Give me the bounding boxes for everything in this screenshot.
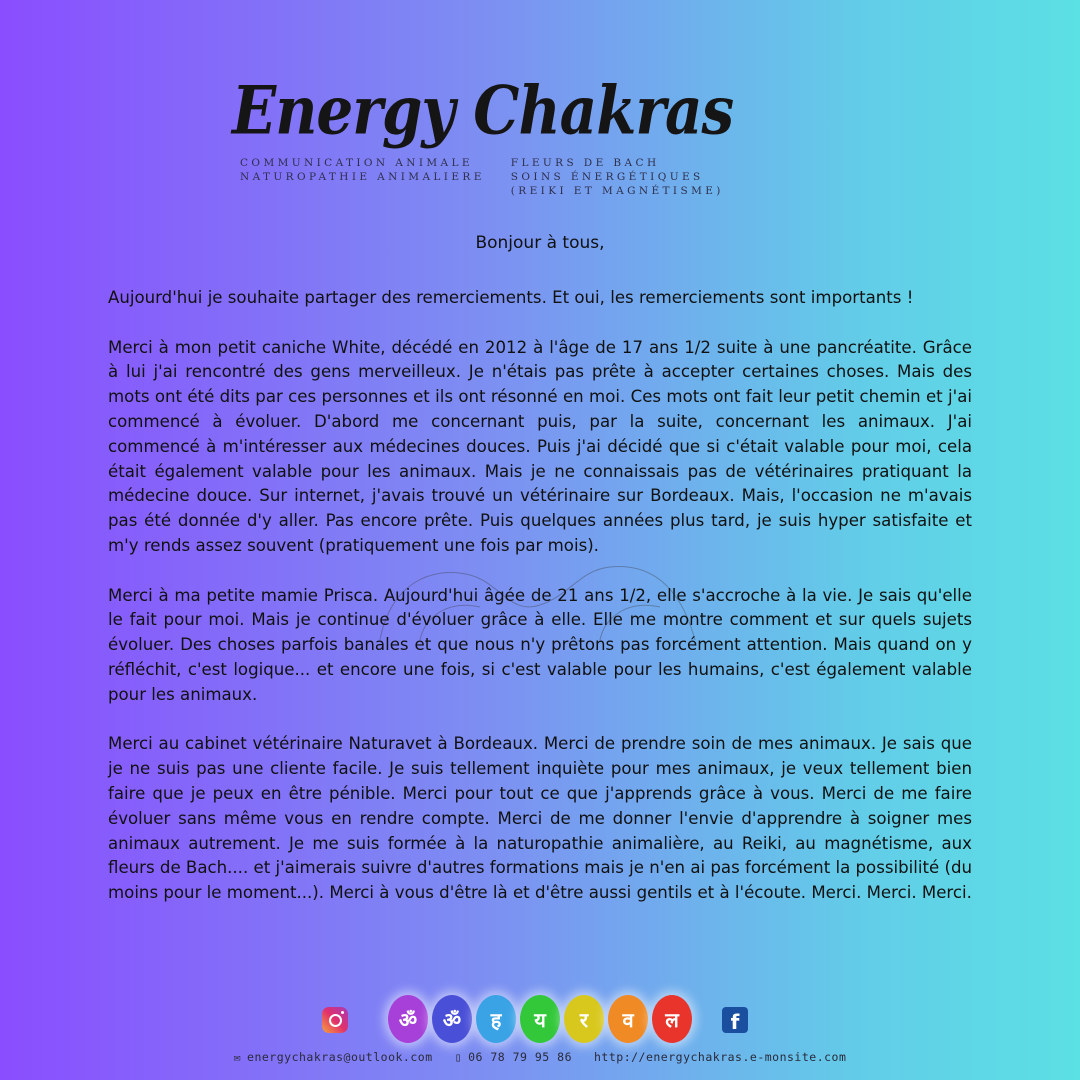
paragraph: Merci à mon petit caniche White, décédé en 2012 à l'âge de 17 ans 1/2 suite à une pancréatite. Grâce à lui j'ai rencontré des gens merveilleux. Je n'étais pas prête à accepter certaines choses. Mais des mots ont été dits par ces personnes et ils ont résonné en moi. Ces mots ont fait leur petit chemin et j'ai commencé à évoluer. D'abord me concernant puis, par la suite, concernant les animaux. J'ai commencé à m'intéresser aux médecines douces. Puis j'ai décidé que si c'était valable pour moi, cela était également valable pour les animaux. Mais je ne connaissais pas de vétérinaires pratiquant la médecine douce. Sur internet, j'avais trouvé un vétérinaire sur Bordeaux. Mais, l'occasion ne m'avais pas été donnée d'y aller. Pas encore prête. Puis quelques années plus tard, je suis hyper satisfaite et m'y rends assez souvent (pratiquement une fois par mois). (108, 337, 972, 555)
root-chakra-icon: ल (652, 995, 692, 1043)
services-list (240, 156, 724, 198)
solar-plexus-chakra-icon: र (564, 995, 604, 1043)
contact-email[interactable] (234, 1050, 433, 1064)
paragraph: Aujourd'hui je souhaite partager des remerciements. Et oui, les remerciements sont importants ! (108, 288, 914, 307)
phone-text: 06 78 79 95 86 (468, 1050, 572, 1064)
brand-logo: Energy Chakras (232, 71, 734, 150)
mail-icon: ✉ (233, 1050, 242, 1064)
website-text: http://energychakras.e-monsite.com (594, 1050, 847, 1064)
service-item: COMMUNICATION ANIMALE (240, 157, 473, 169)
heart-chakra-icon: य (520, 995, 560, 1043)
brand-header (232, 70, 752, 197)
sacral-chakra-icon: व (608, 995, 648, 1043)
service-item: SOINS ÉNERGÉTIQUES (510, 171, 704, 183)
chakra-symbols (388, 995, 692, 1043)
service-item: (REIKI ET MAGNÉTISME) (510, 185, 724, 197)
footer-icons (0, 995, 1080, 1049)
message-body (108, 286, 972, 931)
service-item: NATUROPATHIE ANIMALIERE (240, 171, 485, 183)
third-eye-chakra-icon: ॐ (432, 995, 472, 1043)
greeting: Bonjour à tous, (475, 233, 605, 253)
contact-phone[interactable] (455, 1050, 572, 1064)
throat-chakra-icon: ह (476, 995, 516, 1043)
contact-website[interactable] (594, 1050, 846, 1064)
contact-bar (0, 1050, 1080, 1064)
paragraph: Merci au cabinet vétérinaire Naturavet à Bordeaux. Merci de prendre soin de mes animaux. Je sais que je ne suis pas une cliente facile. Je suis tellement inquiète pour mes animaux, je veux tellement bien faire que je peux en être pénible. Merci pour tout ce que j'apprends grâce à vous. Merci de me faire évoluer sans même vous en rendre compte. Merci de me donner l'envie d'apprendre à soigner mes animaux autrement. Je me suis formée à la naturopathie animalière, au Reiki, au magnétisme, aux fleurs de Bach.... et j'aimerais suivre d'autres formations mais je n'en ai pas forcément la possibilité (du moins pour le moment...). Merci à vous d'être là et d'être aussi gentils et à l'écoute. Merci. Merci. Merci. (108, 734, 972, 903)
paragraph: Merci à ma petite mamie Prisca. Aujourd'hui âgée de 21 ans 1/2, elle s'accroche à la vie. Je sais qu'elle le fait pour moi. Mais je continue d'évoluer grâce à elle. Elle me montre comment et sur quels sujets évoluer. Des choses parfois banales et que nous n'y prêtons pas forcément attention. Mais quand on y réfléchit, c'est logique... et encore une fois, si c'est valable pour les humains, c'est également valable pour les animaux. (108, 585, 972, 704)
services-column-left (240, 156, 485, 198)
instagram-icon[interactable] (322, 1007, 348, 1033)
crown-chakra-icon: ॐ (388, 995, 428, 1043)
email-text: energychakras@outlook.com (247, 1050, 433, 1064)
service-item: FLEURS DE BACH (510, 157, 660, 169)
phone-icon: ▯ (454, 1050, 463, 1064)
facebook-icon[interactable]: f (722, 1007, 748, 1033)
services-column-right (511, 156, 724, 198)
